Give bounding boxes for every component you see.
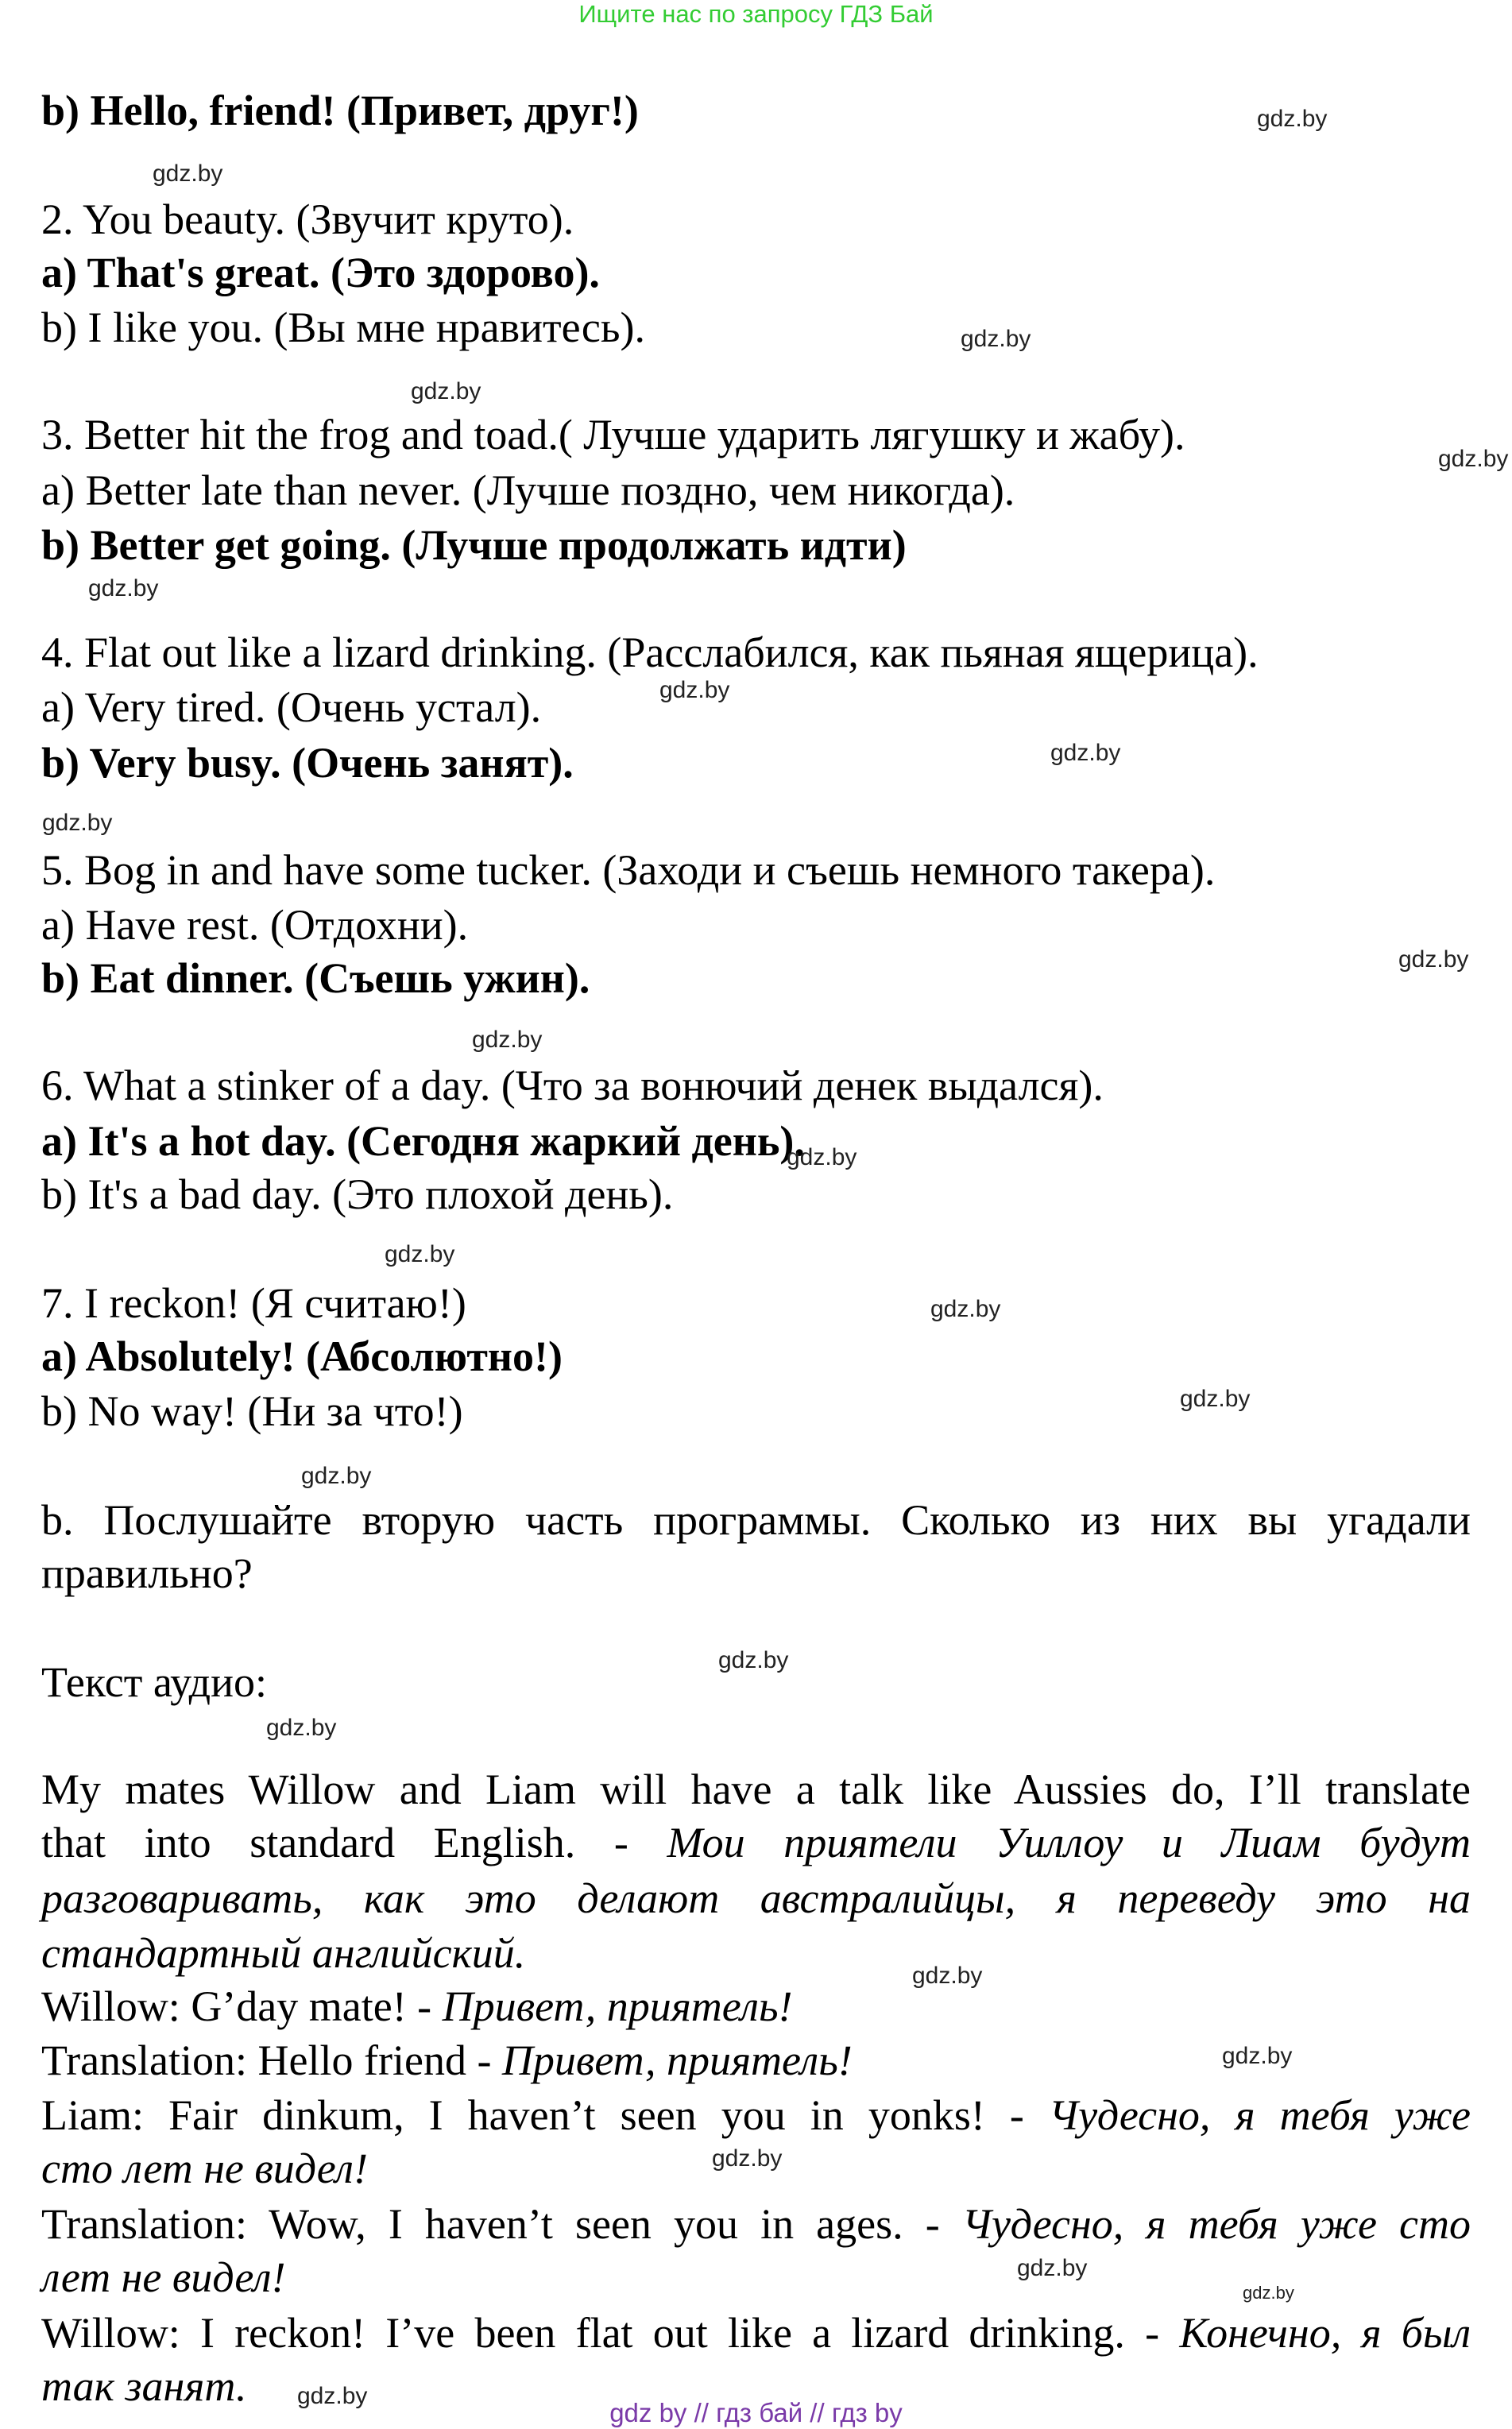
- translation-text: Привет, приятель!: [501, 2036, 853, 2084]
- line-text: правильно?: [41, 1549, 253, 1597]
- answer-text: a) It's a hot day. (Сегодня жаркий день).: [41, 1117, 805, 1165]
- line-text: Willow: G’day mate! -: [41, 1982, 443, 2030]
- text-line: [41, 1979, 1471, 2033]
- watermark: gdz.by: [301, 1463, 372, 1489]
- text-line: [41, 300, 1471, 354]
- watermark: gdz.by: [42, 810, 113, 836]
- line-text: 6. What a stinker of a day. (Что за вонючий денек выдался).: [41, 1062, 1104, 1109]
- text-line: [41, 1493, 1471, 1547]
- line-text: 2. You beauty. (Звучит круто).: [41, 195, 574, 243]
- translation-text: Привет, приятель!: [442, 1982, 793, 2030]
- line-text: Translation: Wow, I haven’t seen you in ages. -: [41, 2200, 962, 2248]
- text-line: [41, 1276, 1471, 1330]
- answer-text: b) Very busy. (Очень занят).: [41, 739, 574, 787]
- text-line: [41, 898, 1471, 952]
- watermark: gdz.by: [718, 1647, 789, 1673]
- text-line: [41, 680, 1471, 734]
- line-text: b) No way! (Ни за что!): [41, 1387, 463, 1435]
- translation-text: Конечно, я был: [1179, 2309, 1471, 2357]
- watermark: gdz.by: [961, 326, 1031, 352]
- text-line: [41, 518, 1471, 572]
- text-line: [41, 463, 1471, 517]
- text-line: [41, 408, 1471, 462]
- watermark: gdz.by: [411, 378, 481, 404]
- text-line: [41, 2088, 1471, 2142]
- watermark: gdz.by: [787, 1144, 857, 1170]
- translation-text: разговаривать, как это делают австралийцы, я переведу это на: [41, 1874, 1471, 1922]
- translation-text: Чудесно, я тебя уже сто: [961, 2200, 1471, 2248]
- watermark: gdz.by: [1243, 2283, 1294, 2303]
- watermark: gdz.by: [712, 2145, 783, 2172]
- footer-links[interactable]: gdz by // гдз бай // гдз by: [609, 2398, 903, 2427]
- line-text: that into standard English. -: [41, 1819, 667, 1866]
- text-line: [41, 1871, 1471, 1925]
- search-banner[interactable]: Ищите нас по запросу ГДЗ Бай: [578, 0, 934, 28]
- text-line: [41, 1384, 1471, 1438]
- line-text: b) I like you. (Вы мне нравитесь).: [41, 304, 646, 351]
- translation-text: лет не видел!: [41, 2253, 286, 2301]
- line-text: 5. Bog in and have some tucker. (Заходи и съешь немного такера).: [41, 846, 1216, 894]
- line-text: Willow: I reckon! I’ve been flat out like a lizard drinking. -: [41, 2309, 1180, 2357]
- watermark: gdz.by: [266, 1715, 337, 1741]
- line-text: 7. I reckon! (Я считаю!): [41, 1279, 466, 1327]
- line-text: 4. Flat out like a lizard drinking. (Расслабился, как пьяная ящерица).: [41, 629, 1259, 676]
- text-line: [41, 951, 1471, 1005]
- text-line: [41, 192, 1471, 246]
- text-line: [41, 1762, 1471, 1816]
- text-line: [41, 843, 1471, 897]
- watermark: gdz.by: [153, 161, 223, 187]
- text-line: [41, 1816, 1471, 1870]
- answer-text: a) That's great. (Это здорово).: [41, 249, 600, 296]
- text-line: [41, 1167, 1471, 1221]
- line-text: Текст аудио:: [41, 1658, 268, 1706]
- watermark: gdz.by: [1398, 946, 1469, 973]
- text-line: [41, 736, 1471, 790]
- watermark: gdz.by: [1438, 446, 1509, 472]
- watermark: gdz.by: [1017, 2255, 1088, 2281]
- text-line: [41, 246, 1471, 300]
- text-line: [41, 2197, 1471, 2251]
- translation-text: так занят.: [41, 2362, 247, 2410]
- answer-text: b) Hello, friend! (Привет, друг!): [41, 87, 639, 134]
- line-text: b. Послушайте вторую часть программы. Сколько из них вы угадали: [41, 1496, 1471, 1544]
- text-line: [41, 1546, 1471, 1600]
- watermark: gdz.by: [88, 575, 159, 601]
- answer-text: a) Absolutely! (Абсолютно!): [41, 1332, 563, 1380]
- line-text: a) Very tired. (Очень устал).: [41, 683, 542, 731]
- line-text: a) Better late than never. (Лучше поздно, чем никогда).: [41, 466, 1015, 514]
- translation-text: стандартный английский.: [41, 1929, 526, 1977]
- translation-text: сто лет не видел!: [41, 2145, 368, 2192]
- line-text: 3. Better hit the frog and toad.( Лучше ударить лягушку и жабу).: [41, 411, 1185, 458]
- line-text: b) It's a bad day. (Это плохой день).: [41, 1170, 674, 1218]
- watermark: gdz.by: [1050, 740, 1121, 766]
- watermark: gdz.by: [659, 677, 730, 703]
- watermark: gdz.by: [930, 1296, 1001, 1322]
- watermark: gdz.by: [1257, 106, 1328, 132]
- watermark: gdz.by: [1222, 2043, 1293, 2069]
- answer-text: b) Better get going. (Лучше продолжать идти): [41, 521, 907, 569]
- text-line: [41, 1058, 1471, 1112]
- line-text: My mates Willow and Liam will have a talk like Aussies do, I’ll translate: [41, 1766, 1471, 1813]
- text-line: [41, 1926, 1471, 1980]
- translation-text: Чудесно, я тебя уже: [1048, 2091, 1471, 2139]
- text-line: [41, 1329, 1471, 1383]
- watermark: gdz.by: [1180, 1386, 1251, 1412]
- watermark: gdz.by: [472, 1027, 543, 1053]
- watermark: gdz.by: [297, 2383, 368, 2409]
- line-text: Translation: Hello friend -: [41, 2036, 502, 2084]
- answer-text: b) Eat dinner. (Съешь ужин).: [41, 954, 590, 1002]
- watermark: gdz.by: [385, 1241, 455, 1267]
- watermark: gdz.by: [912, 1963, 983, 1989]
- text-line: [41, 1114, 1471, 1168]
- text-line: [41, 2306, 1471, 2360]
- text-line: [41, 625, 1471, 679]
- translation-text: Мои приятели Уиллоу и Лиам будут: [667, 1819, 1471, 1866]
- line-text: Liam: Fair dinkum, I haven’t seen you in yonks! -: [41, 2091, 1049, 2139]
- line-text: a) Have rest. (Отдохни).: [41, 901, 469, 949]
